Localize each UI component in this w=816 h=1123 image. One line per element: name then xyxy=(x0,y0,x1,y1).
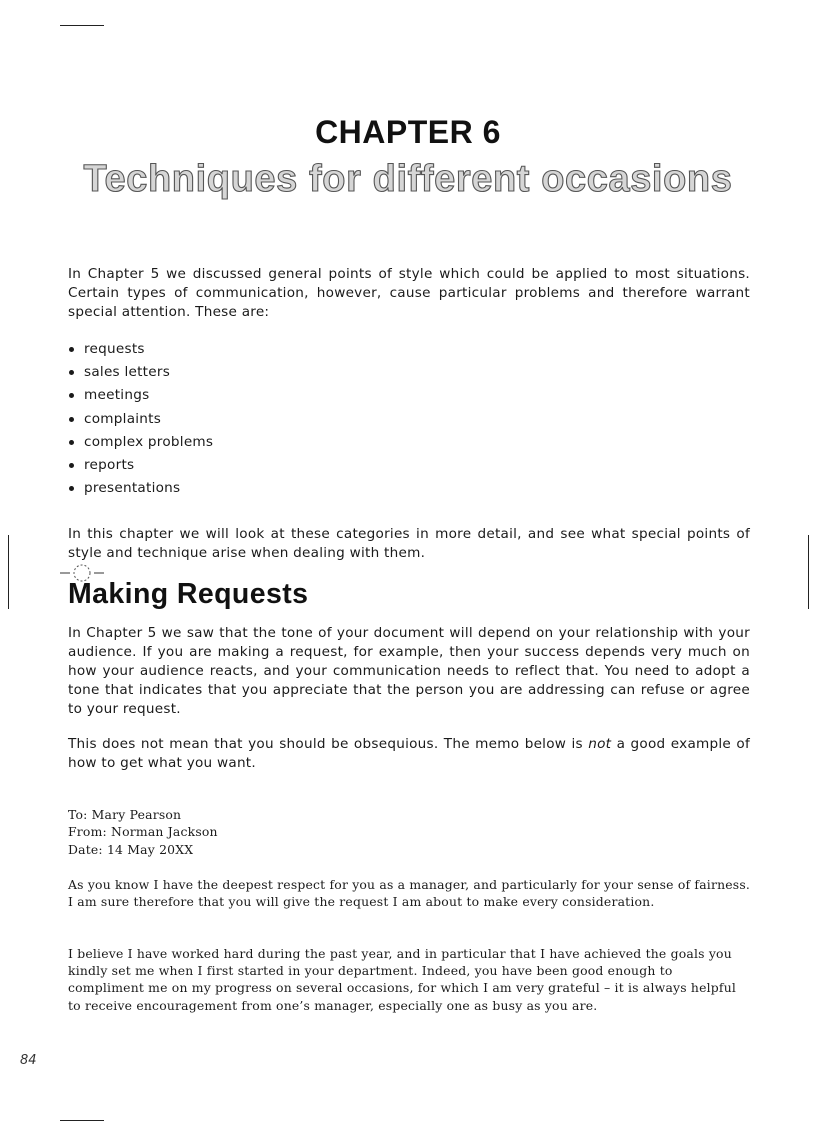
chapter-label: CHAPTER 6 xyxy=(315,114,501,150)
list-item: meetings xyxy=(68,386,213,409)
bullet-icon xyxy=(69,347,74,352)
section-paragraph-2: This does not mean that you should be obsequious. The memo below is not a good example of how to get what you want. xyxy=(68,736,750,771)
bullet-list xyxy=(68,340,213,502)
chapter-title: Techniques for different occasions xyxy=(83,158,733,200)
bullet-icon xyxy=(69,486,74,491)
bullet-icon xyxy=(69,370,74,375)
bullet-icon xyxy=(69,463,74,468)
bullet-icon xyxy=(69,417,74,422)
list-item: presentations xyxy=(68,479,213,502)
list-item: sales letters xyxy=(68,363,213,386)
page-number: 84 xyxy=(20,1053,37,1068)
crop-mark-top-left xyxy=(60,25,104,26)
bullet-icon xyxy=(69,393,74,398)
list-item: complaints xyxy=(68,410,213,433)
memo-from: From: Norman Jackson xyxy=(68,824,218,840)
memo-paragraph-2: I believe I have worked hard during the past year, and in particular that I have achieved the goals you kindly set me when I first started in your department. Indeed, you have been good enough to compliment me on my progress on several occasions, for which I am very grateful – it is always helpful to receive encouragement from one’s manager, especially one as busy as you are. xyxy=(68,946,737,1013)
memo-date: Date: 14 May 20XX xyxy=(68,841,194,857)
memo-paragraph: As you know I have the deepest respect for you as a manager, and particularly for your sense of fairness. I am sure therefore that you will give the request I am about to make every consideration. xyxy=(68,877,751,910)
memo-to: To: Mary Pearson xyxy=(68,807,182,822)
bullet-icon xyxy=(69,440,74,445)
crop-mark-right-middle xyxy=(808,535,809,609)
crop-mark-left-middle xyxy=(8,535,9,609)
intro-closing-paragraph: In this chapter we will look at these categories in more detail, and see what special points of style and technique arise when dealing with them. xyxy=(68,526,750,561)
intro-paragraph: In Chapter 5 we discussed general points of style which could be applied to most situations. Certain types of communication, however, cause particular problems and therefore warrant special attention. These are: xyxy=(68,266,750,320)
section-heading: Making Requests xyxy=(68,578,309,610)
list-item: complex problems xyxy=(68,433,213,456)
section-paragraph: In Chapter 5 we saw that the tone of your document will depend on your relationship with your audience. If you are making a request, for example, then your success depends very much on how your audience reacts, and your communication needs to reflect that. You need to adopt a tone that indicates that you appreciate that the person you are addressing can refuse or agree to your request. xyxy=(68,625,750,717)
memo-header xyxy=(68,806,752,858)
list-item: reports xyxy=(68,456,213,479)
list-item: requests xyxy=(68,340,213,363)
crop-mark-bottom-left xyxy=(60,1120,104,1121)
